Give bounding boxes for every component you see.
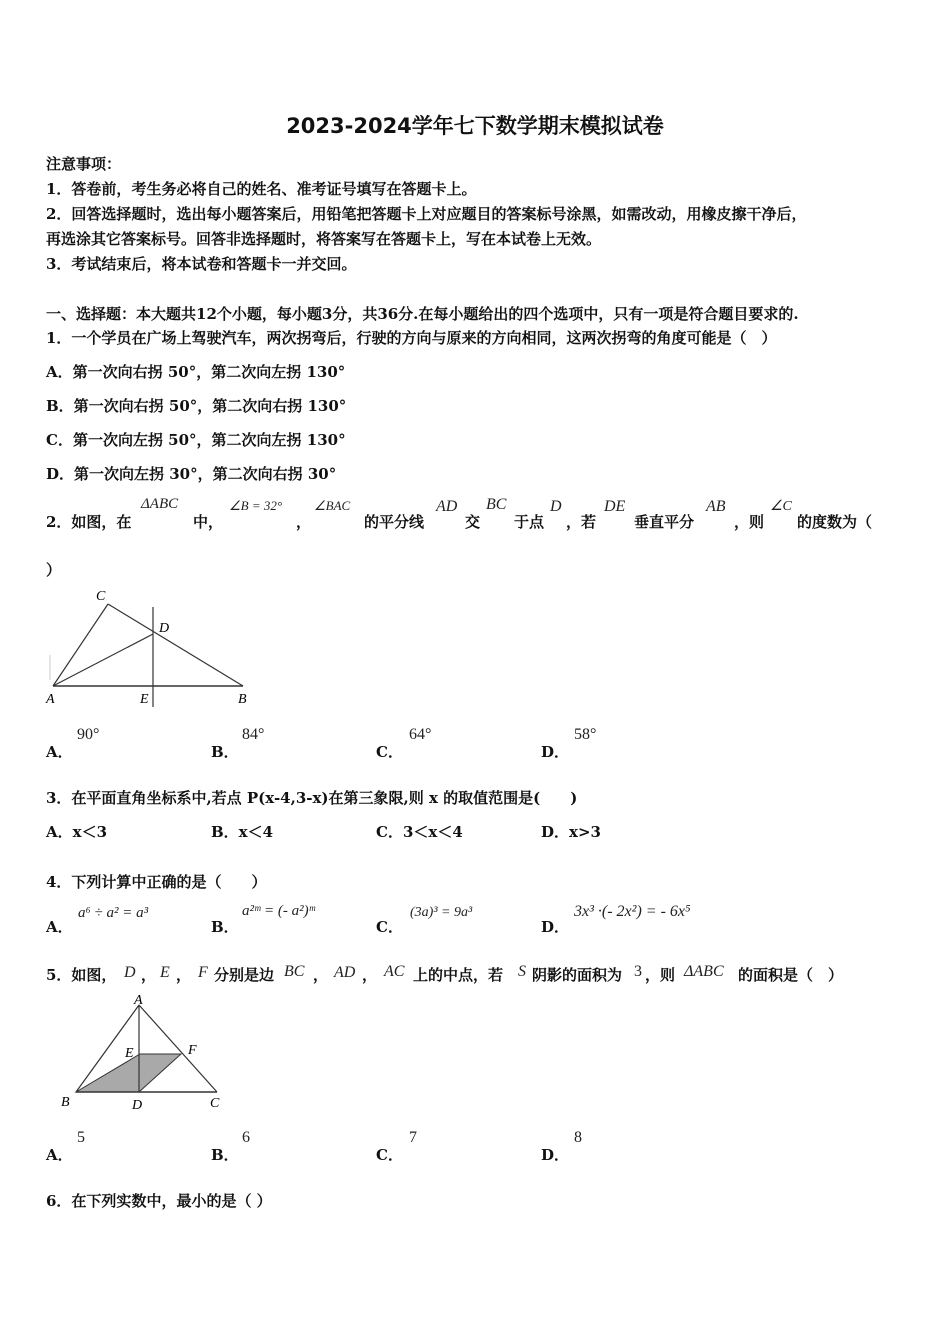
label-b: B <box>238 692 247 707</box>
question-1-stem: 1．一个学员在广场上驾驶汽车，两次拐弯后，行驶的方向与原来的方向相同，这两次拐弯的角度可能是（ ） <box>46 329 777 347</box>
math-triangle-abc: ΔABC <box>684 963 724 980</box>
question-5-text: ， <box>141 966 157 984</box>
question-3-option-d: D．x>3 <box>541 823 601 841</box>
question-3-option-c: C．3＜x＜4 <box>376 823 463 841</box>
question-2-value-a: 90° <box>77 726 100 743</box>
question-2-text: 于点 <box>514 513 545 531</box>
question-3-option-b: B．x＜4 <box>211 823 274 841</box>
question-2-option-b: B． <box>211 743 239 761</box>
question-3-option-a: A．x＜3 <box>46 823 108 841</box>
question-2-value-b: 84° <box>242 726 265 743</box>
question-2-text: 交 <box>465 513 481 531</box>
question-4-stem: 4．下列计算中正确的是（ ） <box>46 873 267 891</box>
question-2-value-c: 64° <box>409 726 432 743</box>
question-5-text: 阴影的面积为 <box>532 966 623 984</box>
notice-item: 1．答卷前，考生务必将自己的姓名、准考证号填写在答题卡上。 <box>46 180 477 198</box>
math-3: 3 <box>634 963 642 980</box>
question-5-value-b: 6 <box>242 1129 250 1146</box>
question-6-stem: 6．在下列实数中，最小的是（ ） <box>46 1192 272 1210</box>
math-d: D <box>124 964 136 981</box>
math-e: E <box>160 964 170 981</box>
page-title: 2023-2024学年七下数学期末模拟试卷 <box>286 114 664 138</box>
line-ac <box>53 604 108 686</box>
section-heading: 一、选择题：本大题共12个小题，每小题3分，共36分.在每小题给出的四个选项中，只有一项是符合题目要求的. <box>46 305 799 323</box>
math-d: D <box>550 498 562 515</box>
question-5-option-d: D． <box>541 1146 570 1164</box>
question-2-close-paren: ） <box>46 561 62 579</box>
question-5-text: 分别是边 <box>214 966 275 984</box>
question-3-stem: 3．在平面直角坐标系中,若点 P(x-4,3-x)在第三象限,则 x 的取值范围是( ) <box>46 789 578 807</box>
math-angle-c: ∠C <box>770 499 792 514</box>
question-4-expr-b: a²ᵐ = (- a²)ᵐ <box>242 903 315 919</box>
notice-heading: 注意事项： <box>46 155 122 173</box>
question-4-expr-c: (3a)³ = 9a³ <box>410 905 473 920</box>
question-5-text: ，则 <box>645 966 676 984</box>
question-5-option-c: C． <box>376 1146 403 1164</box>
label-b: B <box>61 1095 70 1110</box>
question-2-value-d: 58° <box>574 726 597 743</box>
math-s: S <box>518 963 526 980</box>
question-5-text: ， <box>362 966 378 984</box>
notice-item: 3．考试结束后，将本试卷和答题卡一并交回。 <box>46 255 357 273</box>
math-ab: AB <box>706 498 726 515</box>
label-e: E <box>125 1046 134 1061</box>
question-4-option-d: D． <box>541 918 570 936</box>
question-2-option-c: C． <box>376 743 403 761</box>
math-ad: AD <box>334 964 356 981</box>
math-bc: BC <box>284 963 305 980</box>
question-1-option-b: B．第一次向右拐 50°，第二次向右拐 130° <box>46 397 347 415</box>
question-5-value-c: 7 <box>409 1129 417 1146</box>
question-5-option-b: B． <box>211 1146 239 1164</box>
question-2-text: 垂直平分 <box>634 513 695 531</box>
math-angle-b: ∠B = 32° <box>229 498 283 513</box>
question-5-text: 上的中点，若 <box>413 966 504 984</box>
question-5-value-d: 8 <box>574 1129 582 1146</box>
question-4-expr-a: a⁶ ÷ a² = a³ <box>78 905 149 921</box>
question-2-text: 的度数为（ <box>797 513 873 531</box>
math-ad: AD <box>436 498 458 515</box>
label-d: D <box>132 1098 143 1113</box>
question-5-stem: 5．如图， <box>46 966 117 984</box>
question-5-text: 的面积是（ ） <box>738 966 844 984</box>
question-1-option-c: C．第一次向左拐 50°，第二次向左拐 130° <box>46 431 346 449</box>
question-5-value-a: 5 <box>77 1129 85 1146</box>
math-ac: AC <box>384 963 405 980</box>
question-1-option-a: A．第一次向右拐 50°，第二次向左拐 130° <box>46 363 346 381</box>
label-c: C <box>210 1096 220 1111</box>
question-5-text: ， <box>176 966 192 984</box>
label-c: C <box>96 589 106 604</box>
notice-item: 再选涂其它答案标号。回答非选择题时，将答案写在答题卡上，写在本试卷上无效。 <box>46 230 602 248</box>
question-1-option-d: D．第一次向左拐 30°，第二次向右拐 30° <box>46 465 337 483</box>
math-de: DE <box>604 498 626 515</box>
question-4-option-b: B． <box>211 918 239 936</box>
question-2-text: 的平分线 <box>364 513 425 531</box>
question-2-text: ，则 <box>734 513 765 531</box>
question-4-expr-d: 3x³ ·(- 2x²) = - 6x⁵ <box>574 903 691 920</box>
question-2-text: 中， <box>193 513 224 531</box>
question-5-option-a: A． <box>46 1146 73 1164</box>
math-bc: BC <box>486 496 507 513</box>
label-d: D <box>159 621 170 636</box>
question-2-option-d: D． <box>541 743 570 761</box>
label-a: A <box>134 993 143 1008</box>
line-ad <box>53 634 153 686</box>
question-2-option-a: A． <box>46 743 73 761</box>
math-triangle-abc: ΔABC <box>141 496 179 512</box>
label-a: A <box>46 692 55 707</box>
question-5-text: ， <box>313 966 329 984</box>
line-cb <box>108 604 243 686</box>
question-5-figure <box>55 990 235 1115</box>
question-4-option-c: C． <box>376 918 403 936</box>
question-2-figure <box>40 585 265 710</box>
question-2-text: ，若 <box>566 513 597 531</box>
math-f: F <box>198 964 208 981</box>
notice-item: 2．回答选择题时，选出每小题答案后，用铅笔把答题卡上对应题目的答案标号涂黑，如需改动，用橡皮擦干净后， <box>46 205 807 223</box>
label-e: E <box>140 692 149 707</box>
question-4-option-a: A． <box>46 918 73 936</box>
question-2-text: ， <box>296 513 312 531</box>
question-2-stem: 2．如图，在 <box>46 513 132 531</box>
label-f: F <box>188 1043 197 1058</box>
math-angle-bac: ∠BAC <box>314 498 351 513</box>
